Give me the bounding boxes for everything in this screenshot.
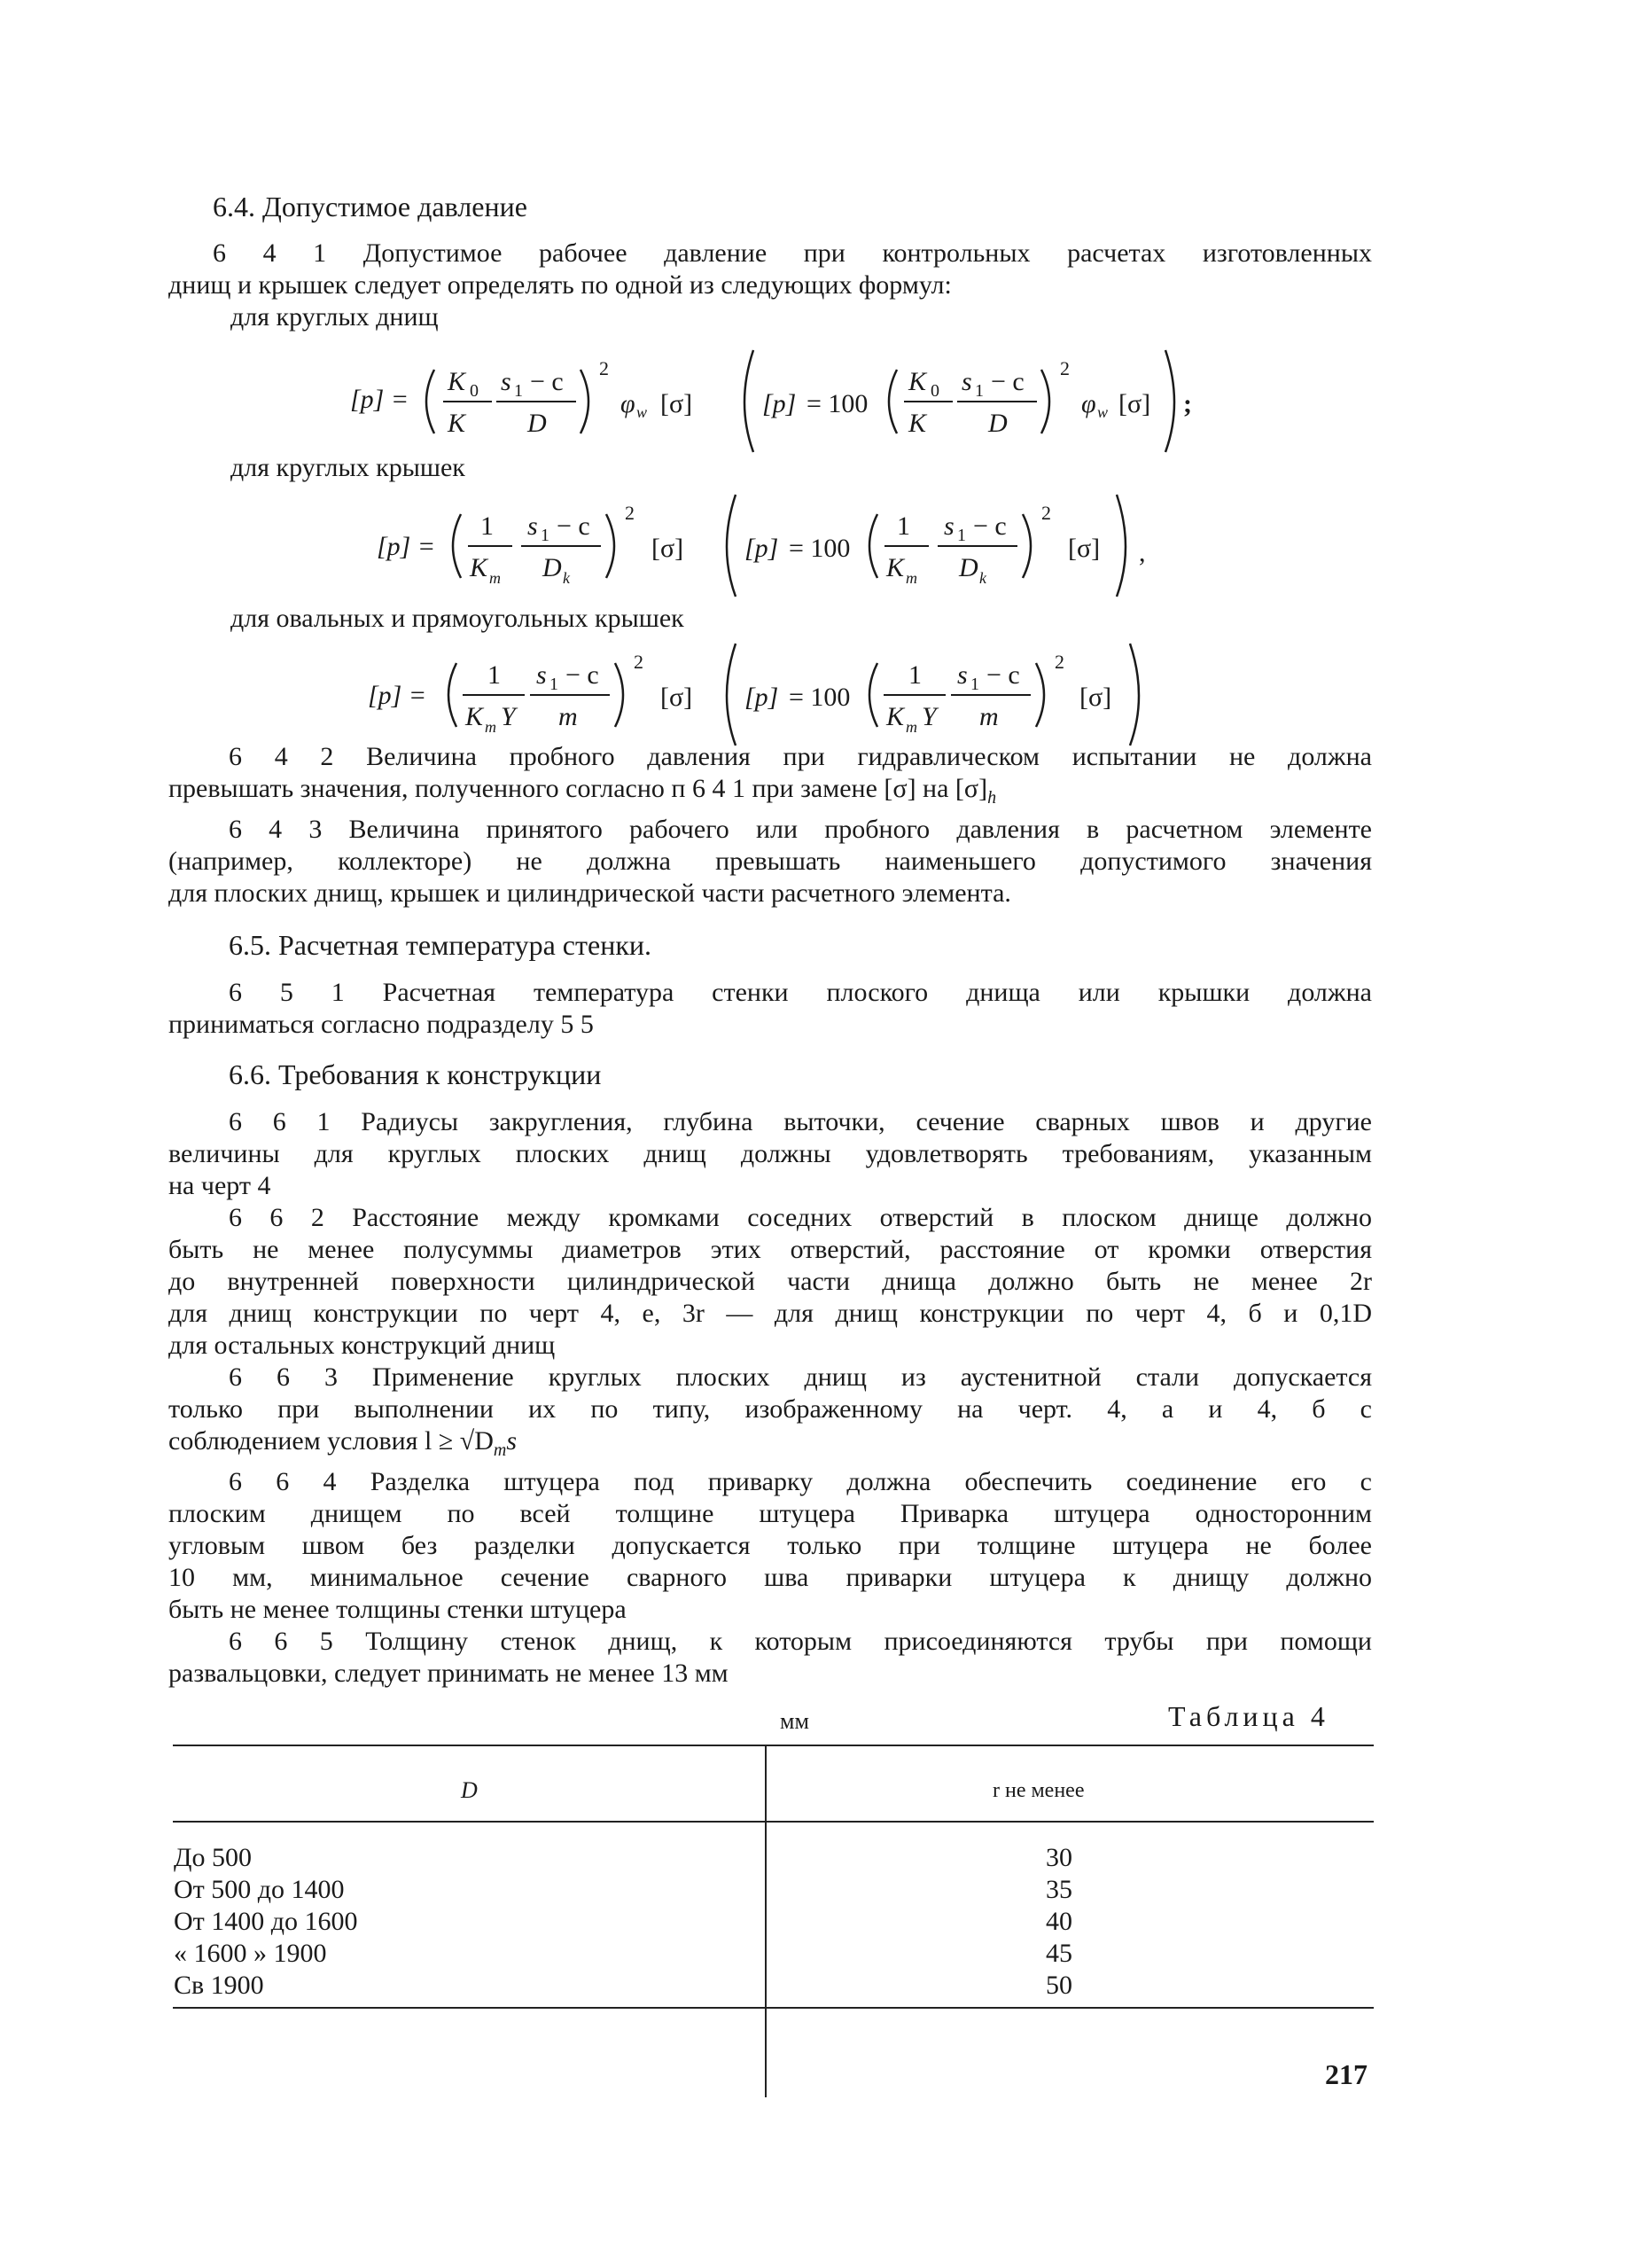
p651-line1: 6 5 1 Расчетная температура стенки плоского днища или крышки должна	[229, 978, 1372, 1007]
formula-semicolon: ;	[1183, 389, 1192, 418]
section-heading-6-4: 6.4. Допустимое давление	[213, 191, 527, 222]
p651-line2: приниматься согласно подразделу 5 5	[168, 1010, 594, 1039]
p643-line3: для плоских днищ, крышек и цилиндрической части расчетного элемента.	[168, 878, 1011, 908]
svg-text:[σ]: [σ]	[660, 389, 693, 418]
svg-text:K: K	[448, 409, 466, 438]
svg-text:= 100: = 100	[807, 389, 869, 418]
table-title: Таблица 4	[1168, 1700, 1329, 1732]
p665-line1: 6 6 5 Толщину стенок днищ, к которым присоединяются трубы при помощи	[229, 1627, 1372, 1656]
p664-line5: быть не менее толщины стенки штуцера	[168, 1595, 627, 1624]
svg-text:[σ]: [σ]	[660, 683, 693, 712]
svg-text:K: K	[886, 702, 905, 731]
p661-line2: величины для круглых плоских днищ должны удовлетворять требованиям, указанным	[168, 1139, 1372, 1168]
svg-text:[p] =: [p] =	[377, 532, 436, 561]
p663-line3-end: s	[506, 1426, 518, 1456]
svg-text:1: 1	[970, 675, 979, 694]
svg-text:φ: φ	[620, 389, 635, 418]
svg-text:k: k	[979, 569, 986, 587]
p641-line2: днищ и крышек следует определять по одной из следующих формул:	[168, 270, 952, 300]
p664-line3: угловым швом без разделки допускается только при толщине штуцера не более	[168, 1531, 1372, 1560]
p664-line2: плоским днищем по всей толщине штуцера Приварка штуцера односторонним	[168, 1499, 1372, 1528]
label-oval-covers: для овальных и прямоугольных крышек	[230, 604, 684, 633]
svg-text:= 100: = 100	[789, 683, 851, 712]
formula-round-covers	[355, 486, 1188, 601]
svg-text:− c: − c	[530, 367, 564, 396]
table-top-rule	[173, 1745, 1374, 1746]
svg-text:2: 2	[1041, 502, 1051, 524]
svg-text:K: K	[465, 702, 484, 731]
formula-comma: ,	[1139, 538, 1146, 567]
table-row-3-r: 40	[1046, 1907, 1072, 1936]
svg-text:w: w	[1097, 403, 1109, 421]
p662-line2: быть не менее полусуммы диаметров этих отверстий, расстояние от кромки отверстия	[168, 1235, 1372, 1264]
svg-text:m: m	[906, 718, 917, 736]
svg-text:Y: Y	[501, 702, 516, 731]
p642-line2-text: превышать значения, полученного согласно п 6 4 1 при замене [σ] на [σ]	[168, 774, 988, 803]
svg-text:1: 1	[549, 675, 558, 694]
svg-text:0: 0	[931, 381, 939, 401]
table-row-4-d: « 1600 » 1900	[174, 1939, 327, 1968]
p662-line3: до внутренней поверхности цилиндрической части днища должно быть не менее 2r	[168, 1267, 1372, 1296]
p665-line2: развальцовки, следует принимать не менее 13 мм	[168, 1659, 729, 1688]
svg-text:K: K	[886, 553, 905, 582]
p643-line1: 6 4 3 Величина принятого рабочего или пробного давления в расчетном элементе	[229, 815, 1372, 844]
svg-text:2: 2	[1060, 357, 1070, 379]
page-number: 217	[1325, 2058, 1368, 2090]
table-row-5-r: 50	[1046, 1971, 1072, 2000]
section-heading-6-5: 6.5. Расчетная температура стенки.	[229, 929, 651, 961]
svg-text:s: s	[536, 660, 547, 690]
svg-text:[p]: [p]	[744, 534, 779, 563]
p663-line3-text: соблюдением условия l ≥ √D	[168, 1426, 494, 1456]
svg-text:1: 1	[480, 511, 494, 541]
table-row-1-d: До 500	[174, 1843, 252, 1872]
p664-line4: 10 мм, минимальное сечение сварного шва приварки штуцера к днищу должно	[168, 1563, 1372, 1592]
label-round-covers: для круглых крышек	[230, 453, 465, 482]
p662-line4: для днищ конструкции по черт 4, е, 3r — для днищ конструкции по черт 4, б и 0,1D	[168, 1299, 1372, 1328]
svg-text:s: s	[944, 511, 955, 541]
table-bottom-rule	[173, 2007, 1374, 2009]
svg-text:[p] =: [p] =	[350, 385, 409, 414]
svg-text:s: s	[501, 367, 511, 396]
svg-text:m: m	[558, 702, 578, 731]
svg-text:[σ]: [σ]	[651, 534, 684, 563]
svg-text:1: 1	[957, 526, 966, 545]
p643-line2: (например, коллекторе) не должна превышать наименьшего допустимого значения	[168, 847, 1372, 876]
svg-text:[p] =: [p] =	[368, 681, 427, 710]
svg-text:− c: − c	[986, 660, 1020, 690]
table-header-r: r не менее	[993, 1779, 1085, 1802]
svg-text:K: K	[470, 553, 488, 582]
svg-text:1: 1	[514, 381, 523, 401]
p663-line1: 6 6 3 Применение круглых плоских днищ из аустенитной стали допускается	[229, 1362, 1372, 1392]
svg-text:− c: − c	[991, 367, 1025, 396]
p642-line2-sub: h	[987, 788, 997, 808]
table-header-rule	[173, 1821, 1374, 1823]
p642-line1: 6 4 2 Величина пробного давления при гидравлическом испытании не должна	[229, 742, 1372, 771]
svg-text:− c: − c	[557, 511, 590, 541]
svg-text:m: m	[979, 702, 999, 731]
svg-text:1: 1	[897, 511, 910, 541]
svg-text:K: K	[908, 367, 927, 396]
p663-line3-sub: m	[493, 1440, 507, 1460]
svg-text:− c: − c	[565, 660, 599, 690]
svg-text:0: 0	[470, 381, 479, 401]
svg-text:w: w	[636, 403, 648, 421]
svg-text:k: k	[563, 569, 570, 587]
svg-text:s: s	[962, 367, 972, 396]
svg-text:D: D	[542, 553, 562, 582]
svg-text:s: s	[527, 511, 538, 541]
svg-text:φ: φ	[1081, 389, 1096, 418]
p662-line1: 6 6 2 Расстояние между кромками соседних отверстий в плоском днище должно	[229, 1203, 1372, 1232]
formula-oval-covers	[355, 635, 1188, 750]
svg-text:1: 1	[908, 660, 922, 690]
table-column-divider	[765, 1745, 767, 2097]
svg-text:2: 2	[634, 651, 643, 673]
svg-text:2: 2	[625, 502, 635, 524]
table-row-2-r: 35	[1046, 1875, 1072, 1904]
svg-text:D: D	[988, 409, 1008, 438]
svg-text:m: m	[906, 569, 917, 587]
svg-text:K: K	[908, 409, 927, 438]
svg-text:D: D	[527, 409, 547, 438]
table-header-d: D	[461, 1777, 478, 1803]
p641-line1: 6 4 1 Допустимое рабочее давление при контрольных расчетах изготовленных	[213, 238, 1372, 268]
svg-text:2: 2	[1055, 651, 1064, 673]
svg-text:s: s	[957, 660, 968, 690]
svg-text:[p]: [p]	[762, 389, 797, 418]
svg-text:Y: Y	[922, 702, 937, 731]
svg-text:K: K	[448, 367, 466, 396]
svg-text:[σ]: [σ]	[1079, 683, 1112, 712]
svg-text:1: 1	[541, 526, 549, 545]
section-heading-6-6: 6.6. Требования к конструкции	[229, 1058, 602, 1090]
table-row-3-d: От 1400 до 1600	[174, 1907, 358, 1936]
p663-line2: только при выполнении их по типу, изображенному на черт. 4, а и 4, б с	[168, 1394, 1372, 1424]
p663-line3	[168, 1425, 517, 1466]
p661-line3: на черт 4	[168, 1171, 271, 1200]
table-row-2-d: От 500 до 1400	[174, 1875, 345, 1904]
svg-text:1: 1	[975, 381, 984, 401]
formula-round-bottoms	[337, 341, 1205, 457]
p662-line5: для остальных конструкций днищ	[168, 1331, 556, 1360]
table-row-1-r: 30	[1046, 1843, 1072, 1872]
svg-text:D: D	[959, 553, 978, 582]
p642-line2	[168, 773, 996, 814]
svg-text:[σ]: [σ]	[1118, 389, 1151, 418]
svg-text:2: 2	[599, 357, 609, 379]
table-row-4-r: 45	[1046, 1939, 1072, 1968]
svg-text:m: m	[485, 718, 496, 736]
label-round-bottoms: для круглых днищ	[230, 302, 439, 332]
svg-text:[p]: [p]	[744, 683, 779, 712]
svg-text:− c: − c	[973, 511, 1007, 541]
p664-line1: 6 6 4 Разделка штуцера под приварку должна обеспечить соединение его с	[229, 1467, 1372, 1496]
svg-text:= 100: = 100	[789, 534, 851, 563]
svg-text:m: m	[489, 569, 501, 587]
svg-text:[σ]: [σ]	[1068, 534, 1101, 563]
table-row-5-d: Св 1900	[174, 1971, 264, 2000]
table-units: мм	[780, 1708, 809, 1734]
svg-text:1: 1	[487, 660, 501, 690]
p661-line1: 6 6 1 Радиусы закругления, глубина выточки, сечение сварных швов и другие	[229, 1107, 1372, 1136]
